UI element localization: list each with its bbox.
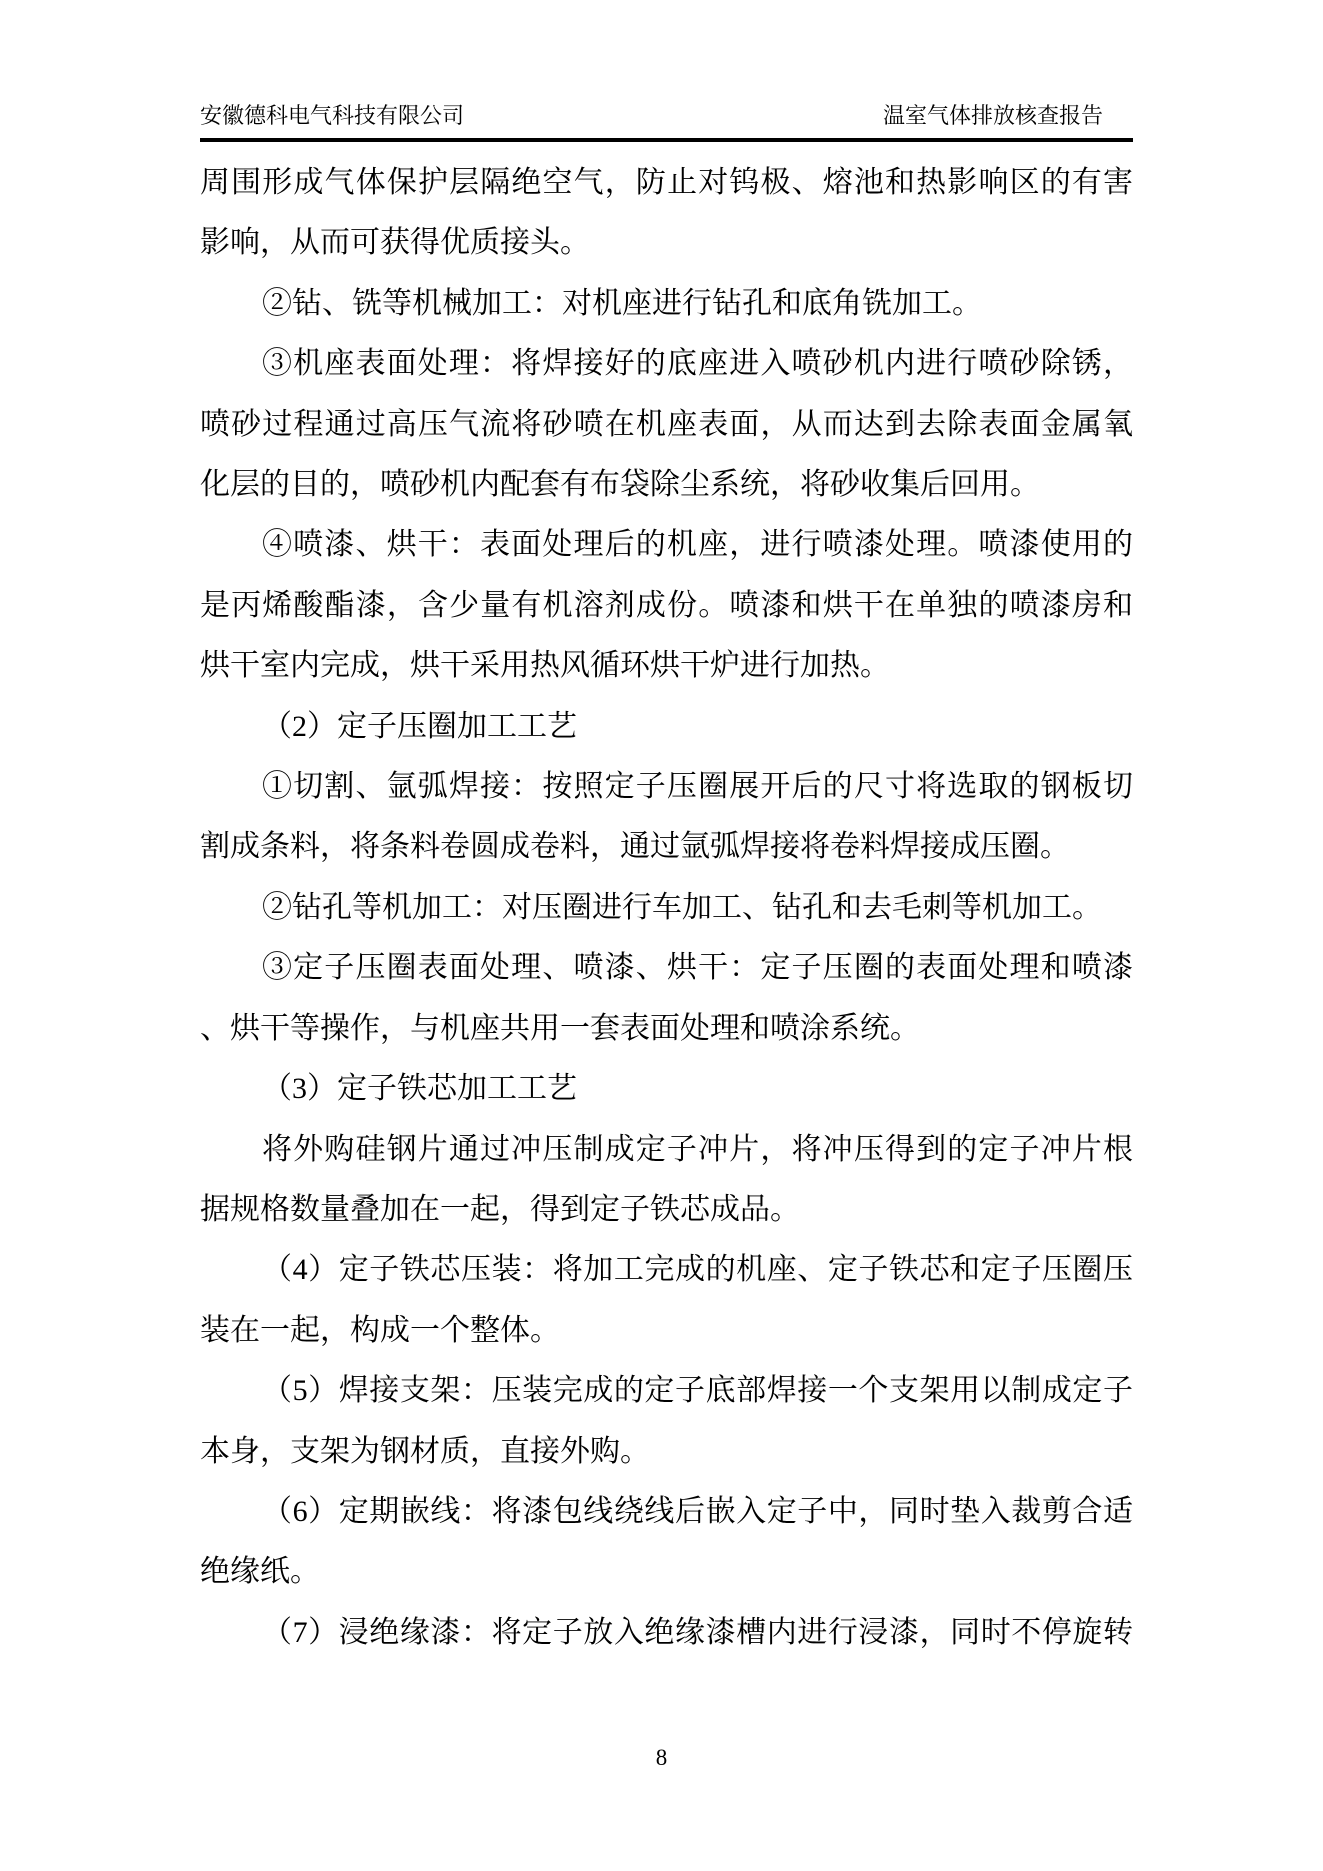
text-line: 影响，从而可获得优质接头。 bbox=[200, 226, 590, 260]
text-line: 割成条料，将条料卷圆成卷料，通过氩弧焊接将卷料焊接成压圈。 bbox=[200, 830, 1070, 864]
text-line: ④喷漆、烘干：表面处理后的机座，进行喷漆处理。喷漆使用的 bbox=[262, 528, 1133, 562]
text-line: ①切割、氩弧焊接：按照定子压圈展开后的尺寸将选取的钢板切 bbox=[262, 770, 1133, 804]
text-line: （2）定子压圈加工工艺 bbox=[262, 709, 577, 743]
text-line: ③机座表面处理：将焊接好的底座进入喷砂机内进行喷砂除锈， bbox=[262, 347, 1133, 381]
text-line: 绝缘纸。 bbox=[200, 1555, 320, 1589]
text-line: ②钻、铣等机械加工：对机座进行钻孔和底角铣加工。 bbox=[262, 286, 982, 320]
text-line: ③定子压圈表面处理、喷漆、烘干：定子压圈的表面处理和喷漆 bbox=[262, 951, 1133, 985]
header-report-title: 温室气体排放核查报告 bbox=[882, 103, 1103, 128]
text-line: 喷砂过程通过高压气流将砂喷在机座表面，从而达到去除表面金属氧 bbox=[200, 407, 1133, 441]
header-company: 安徽德科电气科技有限公司 bbox=[200, 103, 465, 128]
header-divider bbox=[200, 138, 1133, 142]
page-footer bbox=[0, 1744, 1323, 1772]
text-line: 将外购硅钢片通过冲压制成定子冲片，将冲压得到的定子冲片根 bbox=[262, 1132, 1133, 1166]
text-line: 本身，支架为钢材质，直接外购。 bbox=[200, 1434, 650, 1468]
text-line: 装在一起，构成一个整体。 bbox=[200, 1313, 560, 1347]
document-body bbox=[200, 153, 1133, 1663]
text-line: 是丙烯酸酯漆，含少量有机溶剂成份。喷漆和烘干在单独的喷漆房和 bbox=[200, 588, 1133, 622]
text-line: （5）焊接支架：压装完成的定子底部焊接一个支架用以制成定子 bbox=[262, 1374, 1133, 1408]
page-number: 8 bbox=[655, 1745, 668, 1770]
text-line: （3）定子铁芯加工工艺 bbox=[262, 1072, 577, 1106]
text-line: （4）定子铁芯压装：将加工完成的机座、定子铁芯和定子压圈压 bbox=[262, 1253, 1133, 1287]
text-line: 周围形成气体保护层隔绝空气，防止对钨极、熔池和热影响区的有害 bbox=[200, 166, 1133, 199]
text-line: （6）定期嵌线：将漆包线绕线后嵌入定子中，同时垫入裁剪合适 bbox=[262, 1494, 1133, 1528]
text-line: 烘干室内完成，烘干采用热风循环烘干炉进行加热。 bbox=[200, 649, 890, 683]
text-line: （7）浸绝缘漆：将定子放入绝缘漆槽内进行浸漆，同时不停旋转 bbox=[262, 1615, 1133, 1649]
text-line: 化层的目的，喷砂机内配套有布袋除尘系统，将砂收集后回用。 bbox=[200, 468, 1040, 502]
page-header bbox=[200, 101, 1133, 131]
text-line: 、烘干等操作，与机座共用一套表面处理和喷涂系统。 bbox=[200, 1011, 920, 1045]
text-line: ②钻孔等机加工：对压圈进行车加工、钻孔和去毛刺等机加工。 bbox=[262, 890, 1102, 924]
text-line: 据规格数量叠加在一起，得到定子铁芯成品。 bbox=[200, 1192, 800, 1226]
